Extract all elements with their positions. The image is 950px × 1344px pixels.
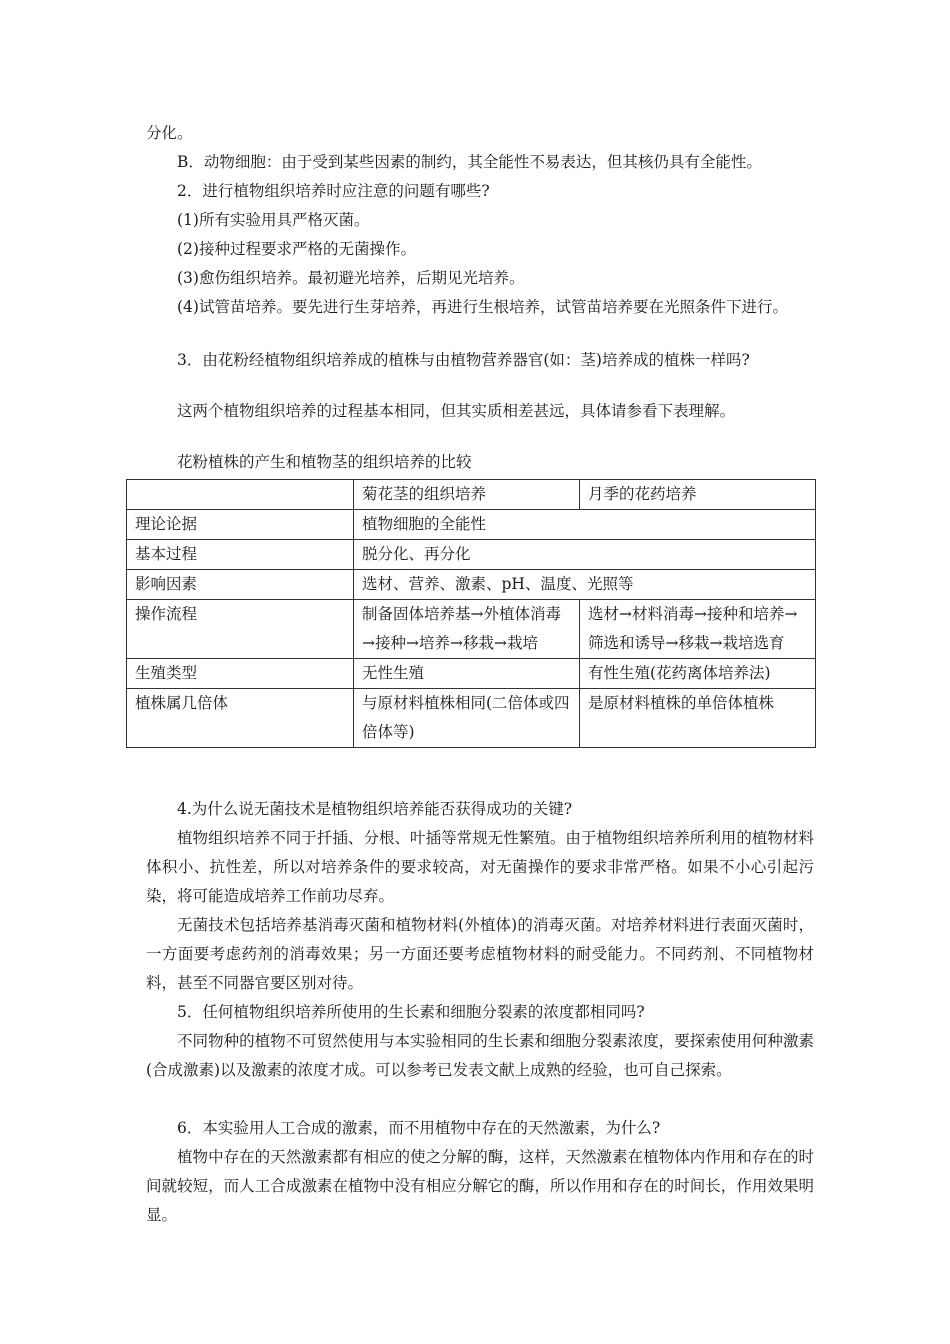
table-cell: 制备固体培养基→外植体消毒→接种→培养→移栽→栽培 [354, 600, 580, 659]
row-label: 理论论据 [127, 510, 354, 540]
row-label: 操作流程 [127, 600, 354, 659]
question-6: 6．本实验用人工合成的激素，而不用植物中存在的天然激素，为什么? [177, 1119, 661, 1137]
merged-cell: 脱分化、再分化 [354, 540, 816, 570]
question-2: 2．进行植物组织培养时应注意的问题有哪些? [177, 182, 490, 200]
point-1: (1)所有实验用具严格灭菌。 [177, 211, 370, 229]
table-row [127, 600, 816, 659]
paragraph-animal-cell: B．动物细胞：由于受到某些因素的制约，其全能性不易表达，但其核仍具有全能性。 [177, 153, 762, 171]
table-header-cell [127, 480, 354, 510]
row-label: 基本过程 [127, 540, 354, 570]
table-cell: 与原材料植株相同(二倍体或四倍体等) [354, 689, 580, 748]
answer-3: 这两个植物组织培养的过程基本相同，但其实质相差甚远，具体请参看下表理解。 [177, 402, 736, 420]
table-row [127, 510, 816, 540]
table-header-row [127, 480, 816, 510]
table-cell: 有性生殖(花药离体培养法) [580, 659, 816, 689]
merged-cell: 植物细胞的全能性 [354, 510, 816, 540]
row-label: 影响因素 [127, 570, 354, 600]
table-cell: 选材→材料消毒→接种和培养→筛选和诱导→移栽→栽培选育 [580, 600, 816, 659]
table-row [127, 689, 816, 748]
paragraph-continuation: 分化。 [146, 124, 193, 142]
table-header-cell: 菊花茎的组织培养 [354, 480, 580, 510]
point-4: (4)试管苗培养。要先进行生芽培养，再进行生根培养，试管苗培养要在光照条件下进行。 [177, 298, 788, 316]
comparison-table [126, 479, 816, 748]
question-4: 4.为什么说无菌技术是植物组织培养能否获得成功的关键? [177, 800, 573, 818]
table-caption: 花粉植株的产生和植物茎的组织培养的比较 [177, 453, 472, 471]
table-row [127, 540, 816, 570]
table-cell: 无性生殖 [354, 659, 580, 689]
question-3: 3．由花粉经植物组织培养成的植株与由植物营养器官(如：茎)培养成的植株一样吗? [177, 351, 750, 369]
answer-4-part-2: 无菌技术包括培养基消毒灭菌和植物材料(外植体)的消毒灭菌。对培养材料进行表面灭菌时，一方面要考虑药剂的消毒效果；另一方面还要考虑植物材料的耐受能力。不同药剂、不同植物材料，甚至不同器官要区别对待。 [146, 916, 814, 992]
table-cell: 是原材料植株的单倍体植株 [580, 689, 816, 748]
merged-cell: 选材、营养、激素、pH、温度、光照等 [354, 570, 816, 600]
answer-6: 植物中存在的天然激素都有相应的使之分解的酶，这样，天然激素在植物体内作用和存在的时间就较短，而人工合成激素在植物中没有相应分解它的酶，所以作用和存在的时间长，作用效果明显。 [146, 1148, 814, 1224]
row-label: 生殖类型 [127, 659, 354, 689]
row-label: 植株属几倍体 [127, 689, 354, 748]
table-header-cell: 月季的花药培养 [580, 480, 816, 510]
table-row [127, 659, 816, 689]
answer-4-part-1: 植物组织培养不同于扦插、分根、叶插等常规无性繁殖。由于植物组织培养所利用的植物材料体积小、抗性差，所以对培养条件的要求较高，对无菌操作的要求非常严格。如果不小心引起污染，将可能造成培养工作前功尽弃。 [146, 829, 814, 905]
point-3: (3)愈伤组织培养。最初避光培养，后期见光培养。 [177, 269, 525, 287]
table-row [127, 570, 816, 600]
point-2: (2)接种过程要求严格的无菌操作。 [177, 240, 416, 258]
answer-5: 不同物种的植物不可贸然使用与本实验相同的生长素和细胞分裂素浓度，要探索使用何种激素(合成激素)以及激素的浓度才成。可以参考已发表文献上成熟的经验，也可自己探索。 [146, 1032, 814, 1079]
question-5: 5．任何植物组织培养所使用的生长素和细胞分裂素的浓度都相同吗? [177, 1003, 645, 1021]
